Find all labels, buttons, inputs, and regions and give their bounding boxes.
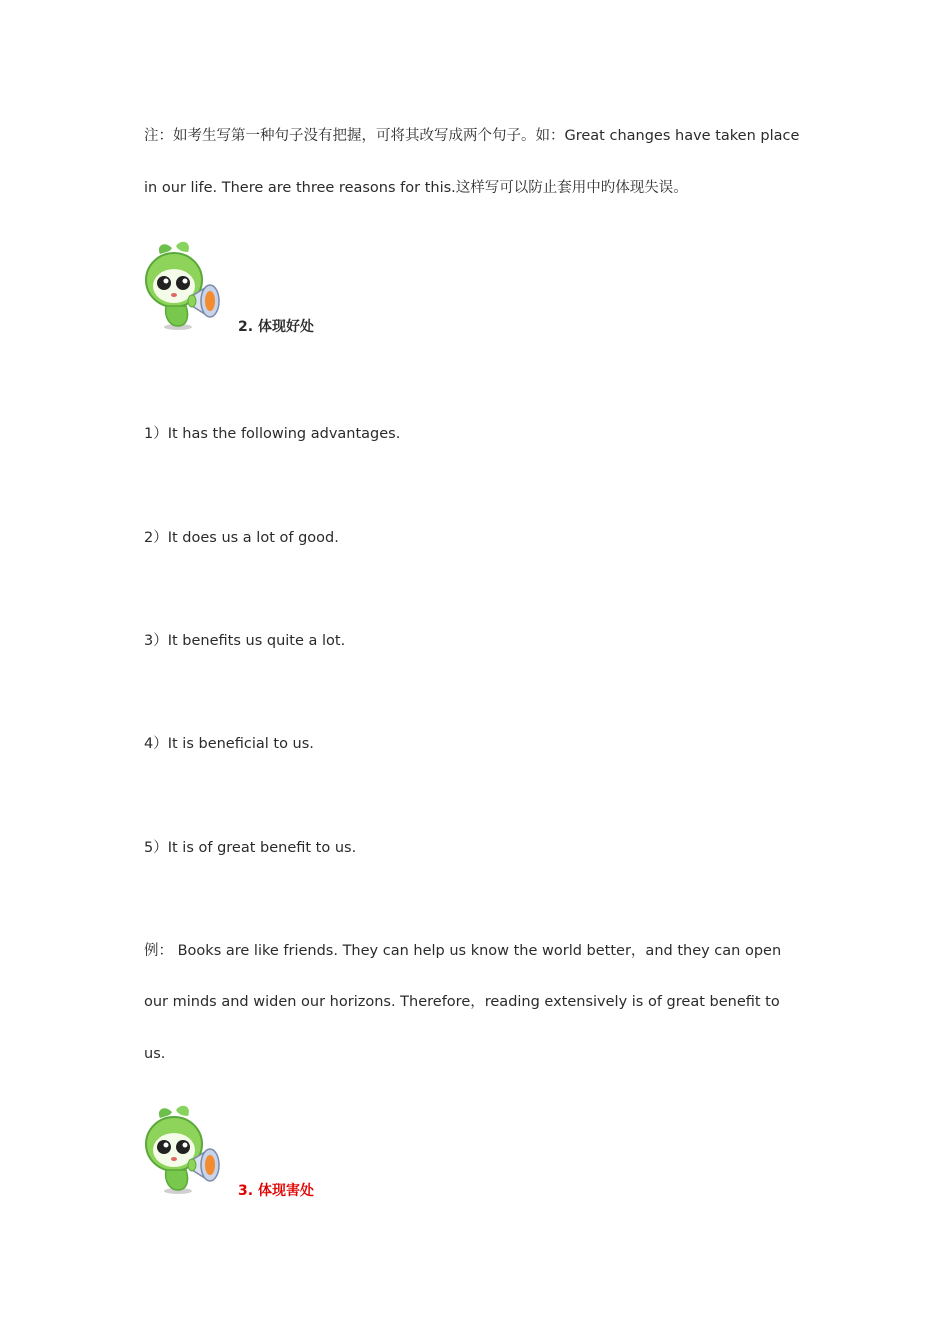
section-2-heading <box>238 317 314 337</box>
note-line2-chinese: 这样写可以防止套用中旳体现失误。 <box>455 180 688 196</box>
note-line1-chinese: 如考生写第一种句子没有把握，可将其改写成两个句子。如： <box>173 128 565 144</box>
note-line-2 <box>144 178 688 198</box>
section-2-number: 2 <box>238 319 248 335</box>
example-line-2: our minds and widen our horizons. Therefore，reading extensively is of great benefit to <box>144 994 780 1010</box>
note-line-1 <box>144 126 799 146</box>
section-2-separator: . <box>247 319 258 335</box>
section-3-separator: . <box>247 1183 258 1199</box>
section-2-title: 体现好处 <box>257 319 314 335</box>
mascot-icon <box>142 1104 224 1196</box>
note-line2-english: in our life. There are three reasons for this. <box>144 180 456 196</box>
note-line1-english: Great changes have taken place <box>564 128 800 144</box>
example-line-1 <box>144 941 781 961</box>
example-line1-text: Books are like friends. They can help us know the world better，and they can open <box>173 943 782 959</box>
section-3-number: 3 <box>238 1183 248 1199</box>
sentence-2: 2）It does us a lot of good. <box>144 530 339 546</box>
section-3-heading <box>238 1181 314 1201</box>
sentence-4: 4）It is beneficial to us. <box>144 736 314 752</box>
mascot-icon <box>142 240 224 332</box>
example-line-3: us. <box>144 1046 166 1062</box>
note-label: 注： <box>144 128 173 144</box>
sentence-1: 1）It has the following advantages. <box>144 426 401 442</box>
section-3-title: 体现害处 <box>257 1183 314 1199</box>
example-label: 例： <box>144 943 173 959</box>
sentence-3: 3）It benefits us quite a lot. <box>144 633 346 649</box>
sentence-5: 5）It is of great benefit to us. <box>144 840 357 856</box>
